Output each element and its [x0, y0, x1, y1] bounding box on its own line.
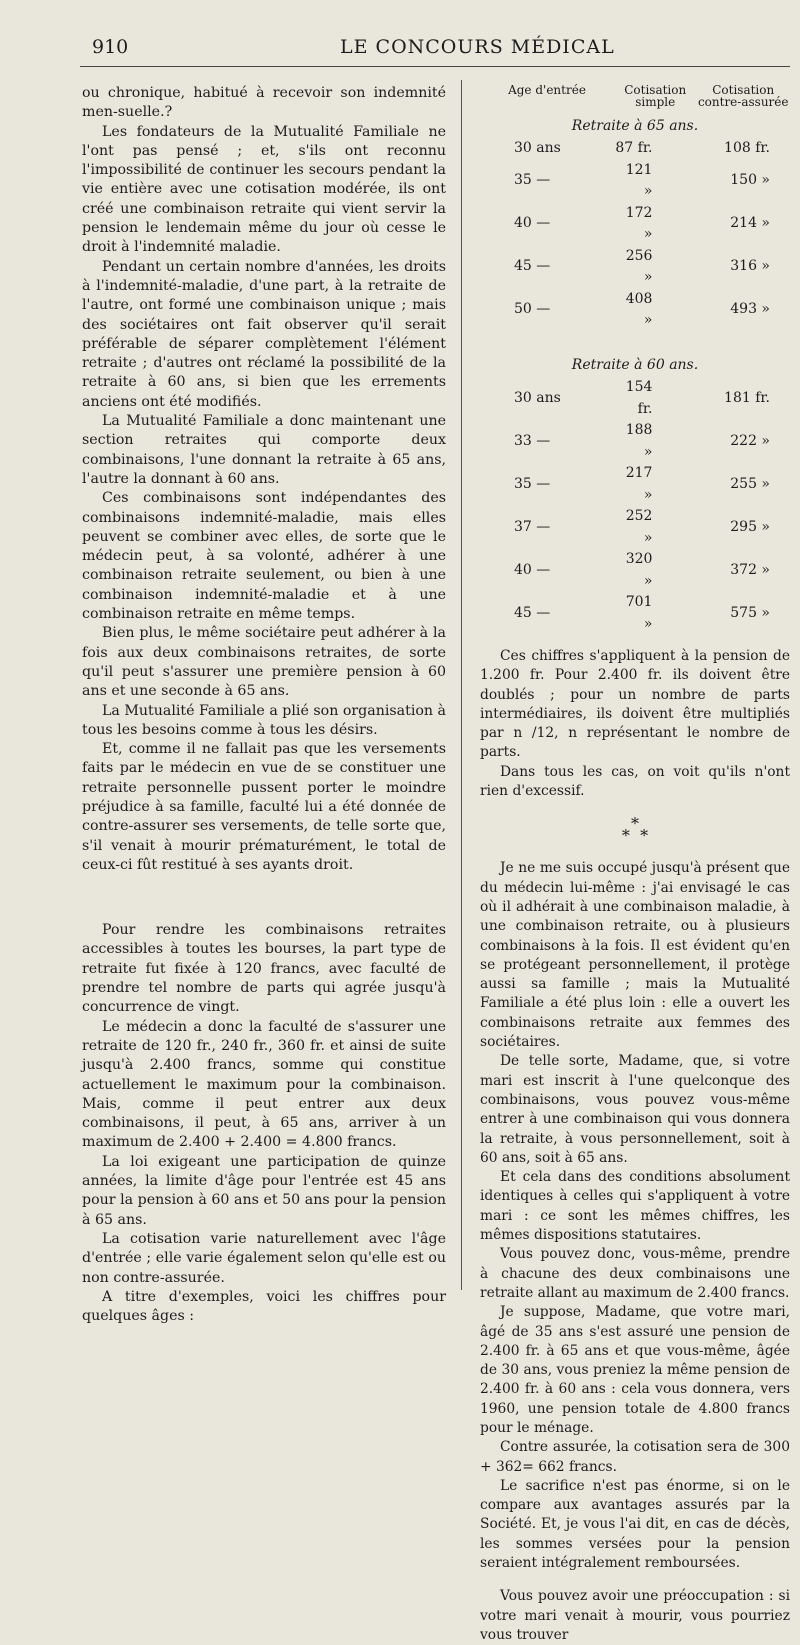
paragraph: Je ne me suis occupé jusqu'à présent que du médecin lui-même : j'ai envisagé le cas où il adhérait à une combinaison maladie, à une combinaison retraite, ou à plusieurs combinaisons à la fois. Il est évident qu'en se protégeant personnellement, il protège aussi sa famille ; mais la Mutualité Familiale a été plus loin : elle a ouvert les combinaisons retraite aux femmes des sociétaires. [480, 860, 790, 1051]
simple-cell: 154 fr. [625, 379, 653, 417]
table-row [480, 377, 790, 420]
table-row [480, 463, 790, 506]
age-cell: 40 — [514, 215, 551, 232]
table-row [480, 246, 790, 289]
age-cell: 35 — [514, 475, 551, 492]
paragraph: Je suppose, Madame, que votre mari, âgé de 35 ans s'est assuré une pension de 2.400 fr. à 65 ans et que vous-même, âgée de 30 ans, vous preniez la même pension de 2.400 fr. à 60 ans : cela vous donnera, vers 1960, une pension totale de 4.800 francs pour le ménage. [480, 1304, 790, 1436]
table-section-title: Retraite à 60 ans. [571, 357, 699, 373]
table-spacer [480, 332, 790, 354]
paragraph: Vous pouvez avoir une préoccupation : si votre mari venait à mourir, vous pourriez vous trouver [480, 1588, 790, 1643]
section-gap [82, 875, 446, 921]
contre-cell: 255 » [730, 475, 770, 492]
paragraph: Le médecin a donc la faculté de s'assurer une retraite de 120 fr., 240 fr., 360 fr. et ainsi de suite jusqu'à 2.400 francs, somme qui constitue actuellement le maximum pour la combinaison. Mais, comme il peut entrer aux deux combinaisons, il peut, à 65 ans, arriver à un maximum de 2.400 + 2.400 = 4.800 francs. [82, 1018, 446, 1151]
paragraph: La cotisation varie naturellement avec l'âge d'entrée ; elle varie également selon qu'elle est ou non contre-assurée. [82, 1230, 446, 1286]
paragraph: Ces chiffres s'appliquent à la pension de 1.200 fr. Pour 2.400 fr. ils doivent être doublés ; pour un nombre de parts intermédiaires, ils doivent être multipliés par n /12, n représentant le nombre de parts. [480, 648, 790, 761]
table-row [480, 289, 790, 332]
table-section-title: Retraite à 65 ans. [571, 118, 699, 134]
age-cell: 30 ans [514, 140, 561, 156]
rates-table [480, 84, 790, 635]
running-title: LE CONCOURS MÉDICAL [340, 36, 615, 58]
simple-cell: 121 » [625, 161, 653, 199]
paragraph: Et cela dans des conditions absolument identiques à celles qui s'appliquent à votre mari : ce sont les mêmes chiffres, les mêmes dispositions statutaires. [480, 1169, 790, 1244]
table-section-row [480, 114, 790, 138]
table-row [480, 549, 790, 592]
paragraph: La Mutualité Familiale a plié son organisation à tous les besoins comme à tous les désirs. [82, 702, 447, 738]
right-column [480, 84, 790, 1645]
age-cell: 35 — [514, 172, 551, 189]
age-cell: 40 — [514, 561, 551, 578]
simple-cell: 217 » [625, 465, 653, 503]
paragraph: Vous pouvez donc, vous-même, prendre à chacune des deux combinaisons une retraite allant au maximum de 2.400 francs. [480, 1246, 790, 1301]
page-number: 910 [92, 36, 129, 58]
contre-cell: 214 » [730, 215, 770, 232]
paragraph: Dans tous les cas, on voit qu'ils n'ont rien d'excessif. [480, 763, 790, 800]
left-column [82, 84, 446, 1326]
paragraph: De telle sorte, Madame, que, si votre mari est inscrit à l'une quelconque des combinaisons, vous pouvez vous-même entrer à une combinaison qui vous donnera la retraite, à vous personnellement, soit à 60 ans, soit à 65 ans. [480, 1053, 790, 1166]
contre-cell: 295 » [730, 518, 770, 535]
contre-cell: 108 fr. [724, 140, 770, 156]
simple-cell: 252 » [625, 508, 653, 546]
page-header [0, 36, 800, 66]
paragraph: Et, comme il ne fallait pas que les versements faits par le médecin en vue de se constituer une retraite personnelle pussent porter le moindre préjudice à sa famille, faculté lui a été donnée de contre-assurer ses versements, de telle sorte que, s'il venait à mourir prématurément, le total de ceux-ci fût restitué à ses ayants droit. [82, 741, 446, 873]
age-cell: 30 ans [514, 389, 561, 406]
table-row [480, 420, 790, 463]
column-divider [461, 80, 462, 1290]
paragraph: Pendant un certain nombre d'années, les droits à l'indemnité-maladie, d'une part, à la retraite de l'autre, ont formé une combinaison unique ; mais des sociétaires ont fait observer qu'il serait préférable de séparer complètement l'élément retraite ; d'autres ont réclamé la possibilité de la retraite à 60 ans, si bien que les errements anciens ont été modifiés. [82, 258, 446, 410]
star-pair: * * [621, 826, 649, 846]
table-row [480, 160, 790, 203]
header-age: Age d'entrée [508, 83, 586, 97]
age-cell: 50 — [514, 301, 551, 318]
paragraph: Ces combinaisons sont indépendantes des combinaisons indemnité-maladie, mais elles peuvent se combiner avec elles, de sorte que le médecin peut, à sa volonté, adhérer à une combinaison retraite seulement, ou bien à une combinaison indemnité-maladie et à une combinaison retraite en même temps. [82, 490, 446, 623]
paragraph: Les fondateurs de la Mutualité Familiale ne l'ont pas pensé ; et, s'ils ont reconnu l'impossibilité de continuer les secours pendant la vie entière avec une cotisation modérée, ils ont créé une combinaison retraite qui vient servir la pension le lendemain même du jour où cesse le droit à l'indemnité maladie. [82, 123, 446, 256]
simple-cell: 408 » [625, 290, 653, 328]
simple-cell: 87 fr. [615, 140, 653, 156]
header-simple: Cotisation simple [624, 83, 687, 109]
contre-cell: 316 » [730, 258, 770, 275]
simple-cell: 256 » [625, 247, 653, 285]
paragraph: La loi exigeant une participation de quinze années, la limite d'âge pour l'entrée est 45 ans pour la pension à 60 ans et 50 ans pour la pension à 65 ans. [82, 1153, 446, 1228]
table-row [480, 592, 790, 635]
paragraph: Le sacrifice n'est pas énorme, si on le compare aux avantages assurés par la Société. Et, je vous l'ai dit, en cas de décès, les sommes versées pour la pension seraient intégralement remboursées. [480, 1477, 790, 1572]
simple-cell: 320 » [625, 551, 653, 589]
paragraph: Pour rendre les combinaisons retraites accessibles à toutes les bourses, la part type de retraite fut fixée à 120 francs, avec faculté de prendre tel nombre de parts qui agrée jusqu'à concurrence de vingt. [82, 922, 446, 1016]
paragraph: ou chronique, habitué à recevoir son indemnité men-suelle.? [82, 85, 446, 121]
contre-cell: 575 » [730, 604, 770, 621]
age-cell: 45 — [514, 258, 551, 275]
age-cell: 33 — [514, 432, 551, 449]
header-rule [80, 66, 790, 67]
paragraph: Contre assurée, la cotisation sera de 300 + 362= 662 francs. [480, 1439, 790, 1475]
contre-cell: 150 » [730, 172, 770, 189]
age-cell: 37 — [514, 518, 551, 535]
paragraph-gap [480, 1573, 790, 1587]
simple-cell: 701 » [625, 594, 653, 632]
header-contre: Cotisation contre-assurée [697, 83, 789, 109]
contre-cell: 493 » [730, 301, 770, 318]
simple-cell: 188 » [625, 422, 653, 460]
contre-cell: 181 fr. [724, 389, 770, 406]
age-cell: 45 — [514, 604, 551, 621]
table-row [480, 138, 790, 160]
star: * [631, 814, 639, 834]
paragraph: A titre d'exemples, voici les chiffres pour quelques âges : [82, 1288, 446, 1325]
paragraph: La Mutualité Familiale a donc maintenant une section retraites qui comporte deux combinaisons, l'une donnant la retraite à 65 ans, l'autre la donnant à 60 ans. [82, 413, 446, 487]
table-row [480, 203, 790, 246]
contre-cell: 372 » [730, 561, 770, 578]
section-stars [480, 814, 790, 846]
simple-cell: 172 » [625, 204, 653, 242]
table-row [480, 506, 790, 549]
rates-body [480, 114, 790, 635]
table-section-row [480, 353, 790, 377]
contre-cell: 222 » [730, 432, 770, 449]
paragraph: Bien plus, le même sociétaire peut adhérer à la fois aux deux combinaisons retraites, de sorte qu'il peut s'assurer une première pension à 60 ans et une seconde à 65 ans. [82, 625, 446, 700]
